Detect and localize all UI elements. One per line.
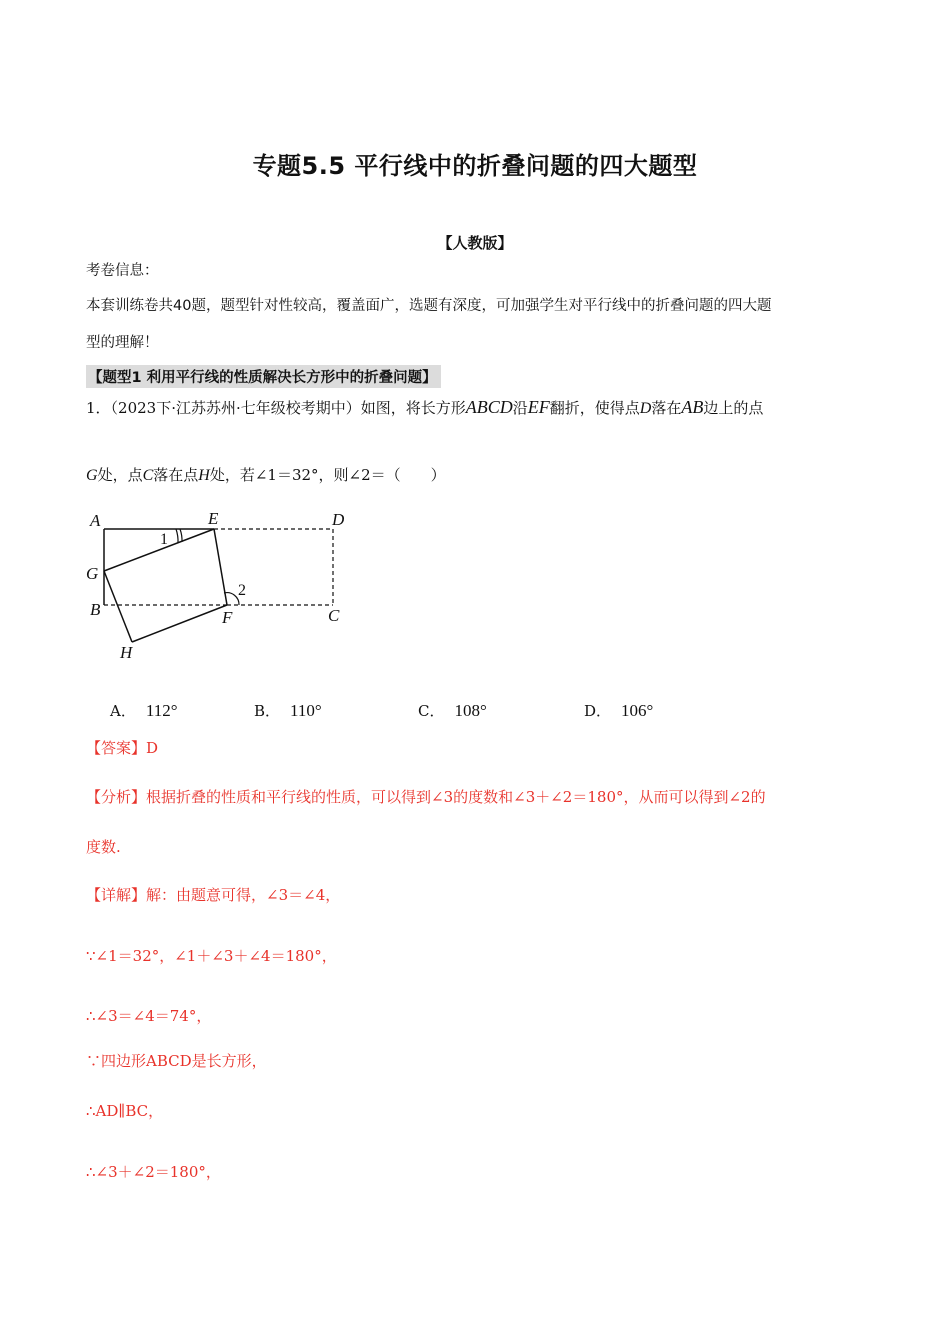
- word-along: 沿: [512, 399, 528, 417]
- q2-text-3: 处，若∠1＝32°，则∠2＝（ ）: [209, 466, 446, 484]
- label-b: B: [90, 600, 101, 619]
- math-g: G: [86, 467, 98, 484]
- word-side: 边上的点: [703, 399, 764, 417]
- math-abcd: ABCD: [465, 397, 513, 417]
- math-h: H: [198, 467, 210, 484]
- segment-ef: [214, 529, 227, 605]
- q2-text-1: 处，点: [97, 466, 143, 484]
- choice-b-value: 110°: [290, 701, 322, 720]
- detail-step-2: ∵∠1＝32°，∠1＋∠3＋∠4＝180°，: [86, 947, 337, 965]
- segment-gh: [104, 571, 132, 642]
- choice-a[interactable]: [110, 700, 178, 721]
- choice-d[interactable]: [584, 700, 653, 721]
- math-ab: AB: [681, 397, 704, 417]
- choice-b-label: B．: [254, 702, 281, 720]
- word-fall: 落在: [651, 399, 682, 417]
- detail-line-1: [86, 884, 340, 905]
- label-a: A: [90, 511, 101, 530]
- word-fold: 翻折，使得点: [549, 399, 640, 417]
- choice-d-value: 106°: [621, 701, 654, 720]
- label-c: C: [328, 606, 340, 625]
- label-d: D: [332, 510, 345, 529]
- edition-label: 【人教版】: [437, 234, 513, 252]
- label-angle-1: 1: [160, 531, 168, 548]
- answer-line: [86, 737, 158, 758]
- analysis-label: 【分析】: [86, 788, 147, 806]
- math-d: D: [639, 400, 652, 417]
- angle-1-arc-outer: [180, 529, 182, 542]
- angle-1-arc-inner: [176, 529, 178, 543]
- fold-figure: [80, 505, 370, 665]
- info-line-2: 型的理解！: [86, 335, 159, 351]
- question-number: 1．: [86, 399, 111, 417]
- segment-eg: [104, 529, 214, 571]
- question-line-1: [86, 397, 763, 418]
- q2-text-2: 落在点: [153, 466, 199, 484]
- question-source: （2023下·江苏苏州·七年级校考期中）如图，将长方形: [110, 399, 466, 417]
- choice-c-label: C．: [418, 702, 445, 720]
- choice-a-value: 112°: [145, 701, 178, 720]
- choice-c-value: 108°: [454, 701, 487, 720]
- page-title: 专题5.5 平行线中的折叠问题的四大题型: [252, 152, 698, 180]
- detail-step-3: ∴∠3＝∠4＝74°，: [86, 1007, 212, 1025]
- segment-hf: [132, 605, 227, 642]
- question-line-2: [86, 464, 446, 485]
- label-angle-2: 2: [238, 582, 246, 599]
- label-g: G: [86, 564, 99, 583]
- analysis-text-1: 根据折叠的性质和平行线的性质，可以得到∠3的度数和∠3＋∠2＝180°，从而可以得到∠2的: [146, 788, 766, 806]
- choice-d-label: D．: [584, 702, 612, 720]
- math-ef: EF: [527, 397, 550, 417]
- detail-step-5: ∴AD∥BC，: [86, 1102, 164, 1120]
- choice-a-label: A．: [110, 702, 136, 720]
- answer-label: 【答案】: [86, 739, 147, 757]
- label-h: H: [120, 643, 133, 662]
- info-line-1: 本套训练卷共40题，题型针对性较高，覆盖面广，选题有深度，可加强学生对平行线中的折叠问题的四大题: [86, 298, 772, 314]
- analysis-line-2: 度数.: [86, 838, 121, 856]
- detail-label: 【详解】: [86, 886, 147, 904]
- choice-b[interactable]: [254, 700, 322, 721]
- info-label: 考卷信息：: [86, 263, 159, 279]
- section-heading: 【题型1 利用平行线的性质解决长方形中的折叠问题】: [86, 365, 441, 388]
- answer-value: D: [146, 739, 159, 757]
- label-f: F: [222, 608, 233, 627]
- math-c: C: [142, 467, 154, 484]
- choice-c[interactable]: [418, 700, 487, 721]
- detail-step-1: 解：由题意可得，∠3＝∠4，: [146, 886, 341, 904]
- label-e: E: [208, 509, 219, 528]
- detail-step-4: ∵四边形ABCD是长方形，: [86, 1052, 267, 1070]
- analysis-line-1: [86, 786, 766, 807]
- detail-step-6: ∴∠3＋∠2＝180°，: [86, 1163, 221, 1181]
